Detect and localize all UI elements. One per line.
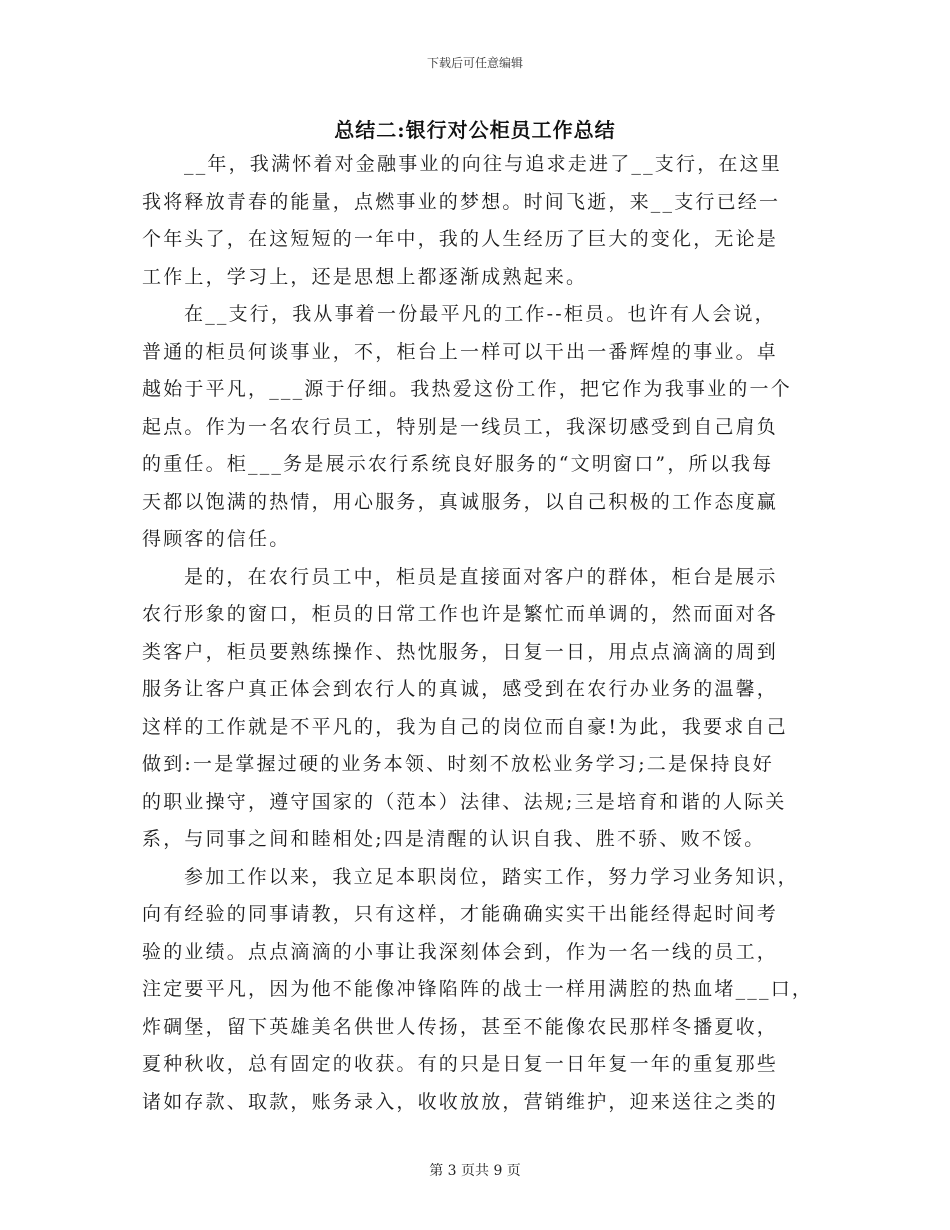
text-line: __年，我满怀着对金融事业的向往与追求走进了__支行，在这里 — [184, 153, 783, 175]
text-line: 服务让客户真正体会到农行人的真诚，感受到在农行办业务的温馨， — [142, 678, 779, 700]
paragraph — [142, 146, 812, 296]
paragraph — [142, 859, 812, 1122]
text-line: 夏种秋收，总有固定的收获。有的只是日复一日年复一年的重复那些 — [142, 1053, 779, 1075]
text-line: 的重任。柜___务是展示农行系统良好服务的“文明窗口”，所以我每 — [142, 453, 774, 475]
text-line: 炸碉堡，留下英雄美名供世人传扬，甚至不能像农民那样冬播夏收， — [142, 1015, 779, 1038]
text-line: 向有经验的同事请教，只有这样，才能确确实实干出能经得起时间考 — [142, 903, 779, 925]
text-line: 参加工作以来，我立足本职岗位，踏实工作，努力学习业务知识， — [184, 865, 799, 888]
text-line: 越始于平凡，___源于仔细。我热爱这份工作，把它作为我事业的一个 — [142, 378, 792, 400]
document-body — [142, 146, 812, 1121]
text-line: 是的，在农行员工中，柜员是直接面对客户的群体，柜台是展示 — [184, 565, 778, 588]
text-line: 的职业操守，遵守国家的（范本）法律、法规;三是培育和谐的人际关 — [142, 790, 787, 813]
text-line: 个年头了，在这短短的一年中，我的人生经历了巨大的变化，无论是 — [142, 228, 779, 250]
text-line: 得顾客的信任。 — [142, 528, 291, 550]
text-line: 这样的工作就是不平凡的，我为自己的岗位而自豪!为此，我要求自己 — [142, 715, 788, 738]
text-line: 类客户，柜员要熟练操作、热忱服务，日复一日，用点点滴滴的周到 — [142, 640, 779, 663]
text-line: 工作上，学习上，还是思想上都逐渐成熟起来。 — [142, 265, 588, 288]
header-note: 下载后可任意编辑 — [426, 56, 523, 70]
text-line: 起点。作为一名农行员工，特别是一线员工，我深切感受到自己肩负 — [142, 415, 779, 438]
text-line: 天都以饱满的热情，用心服务，真诚服务，以自己积极的工作态度赢 — [142, 490, 779, 513]
text-line: 验的业绩。点点滴滴的小事让我深刻体会到，作为一名一线的员工， — [142, 940, 779, 963]
paragraph — [142, 559, 812, 859]
text-line: 诸如存款、取款，账务录入，收收放放，营销维护，迎来送往之类的 — [142, 1090, 779, 1113]
text-line: 系，与同事之间和睦相处;四是清醒的认识自我、胜不骄、败不馁。 — [142, 828, 766, 850]
text-line: 在__支行，我从事着一份最平凡的工作--柜员。也许有人会说， — [184, 303, 776, 325]
text-line: 普通的柜员何谈事业，不，柜台上一样可以干出一番辉煌的事业。卓 — [142, 340, 779, 363]
document-title: 总结二:银行对公柜员工作总结 — [334, 118, 616, 142]
text-line: 我将释放青春的能量，点燃事业的梦想。时间飞逝，来__支行已经一 — [142, 190, 781, 213]
text-line: 做到:一是掌握过硬的业务本领、时刻不放松业务学习;二是保持良好 — [142, 753, 775, 775]
text-line: 注定要平凡，因为他不能像冲锋陷阵的战士一样用满腔的热血堵___口， — [142, 978, 814, 1000]
page-number-footer: 第 3 页共 9 页 — [429, 1163, 521, 1179]
text-line: 农行形象的窗口，柜员的日常工作也许是繁忙而单调的，然而面对各 — [142, 603, 779, 625]
paragraph — [142, 296, 812, 559]
